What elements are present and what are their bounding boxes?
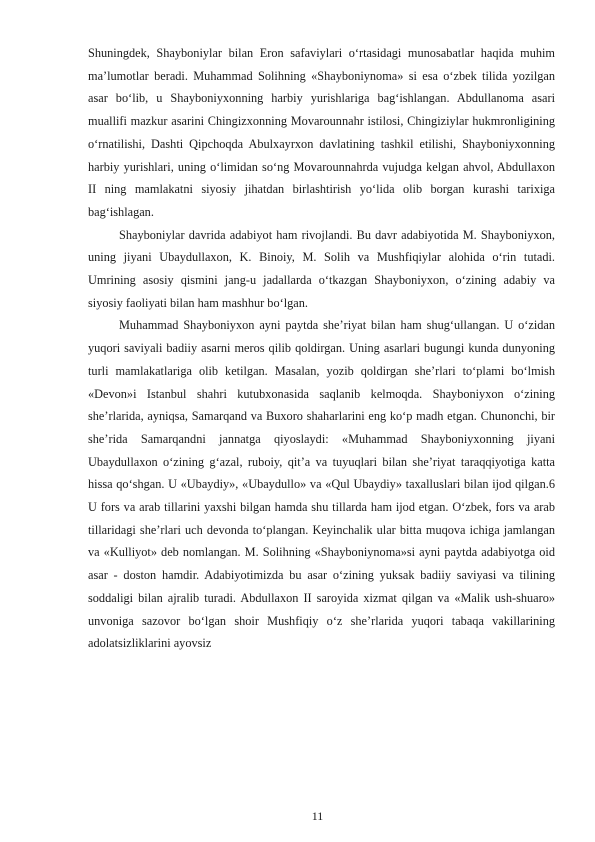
paragraph-1: Shuningdek, Shayboniylar bilan Eron safaviylari o‘rtasidagi munosabatlar haqida muhim ma’lumotlar beradi. Muhammad Solihning «Shayboniynoma» si esa o‘zbek tilida yozilgan asar bo‘lib, u Shayboniyxonning harbiy yurishlariga bag‘ishlangan. Abdullanoma asari muallifi mazkur asarini Chingizxonning Movarounnahr istilosi, Chingiziylar hukmronligining o‘rnatilishi, Dashti Qipchoqda Abulxayrxon davlatining tashkil etilishi, Shayboniyxonning harbiy yurishlari, uning o‘limidan so‘ng Movarounnahrda vujudga kelgan ahvol, Abdullaxon II ning mamlakatni siyosiy jihatdan birlashtirish yo‘lida olib borgan kurashi tarixiga bag‘ishlagan. [88,46,555,219]
document-page [88,42,555,655]
page-number: 11 [311,809,324,823]
paragraph-3: Muhammad Shayboniyxon ayni paytda she’riyat bilan ham shug‘ullangan. U o‘zidan yuqori saviyali badiiy asarni meros qilib qoldirgan. Uning asarlari bugungi kunda dunyoning turli mamlakatlariga olib ketilgan. Masalan, yozib qoldirgan she’rlari to‘plami bo‘lmish «Devon»i Istanbul shahri kutubxonasida saqlanib kelmoqda. Shayboniyxon o‘zining she’rlarida, ayniqsa, Samarqand va Buxoro shaharlarini eng ko‘p madh etgan. Chunonchi, bir she’rida Samarqandni jannatga qiyoslaydi: «Muhammad Shayboniyxonning jiyani Ubaydullaxon o‘zining g‘azal, ruboiy, qit’a va tuyuqlari bilan she’riyat taraqqiyotiga katta hissa qo‘shgan. U «Ubaydiy», «Ubaydullo» va «Qul Ubaydiy» taxalluslari bilan ijod qilgan.6 U fors va arab tillarini yaxshi bilgan hamda shu tillarda ham ijod etgan. O‘zbek, fors va arab tillaridagi she’rlari uch devonda to‘plangan. Keyinchalik ular bitta muqova ichiga jamlangan va «Kulliyot» deb nomlangan. M. Solihning «Shayboniynoma»si ayni paytda adabiyotga oid asar - doston hamdir. Adabiyotimizda bu asar o‘zining yuksak badiiy saviyasi va tilining soddaligi bilan ajralib turadi. Abdullaxon II saroyida xizmat qilgan va «Malik ush-shuaro» unvoniga sazovor bo‘lgan shoir Mushfiqiy o‘z she’rlarida yuqori tabaqa vakillarining adolatsizliklarini ayovsiz [88,318,555,651]
paragraph-2: Shayboniylar davrida adabiyot ham rivojlandi. Bu davr adabiyotida M. Shayboniyxon, uning jiyani Ubaydullaxon, K. Binoiy, M. Solih va Mushfiqiylar alohida o‘rin tutadi. Umrining asosiy qismini jang-u jadallarda o‘tkazgan Shayboniyxon, o‘zining adabiy va siyosiy faoliyati bilan ham mashhur bo‘lgan. [88,227,555,310]
